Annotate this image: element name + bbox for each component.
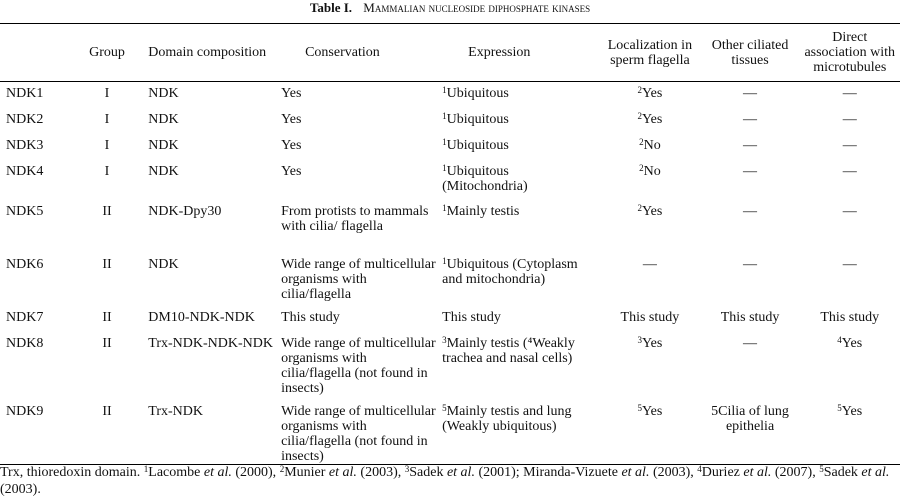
cell-group [76, 134, 139, 160]
ndk-table [0, 23, 900, 465]
cell-expression-text: This study [442, 309, 501, 325]
cell-other-tissues-text: — [743, 137, 758, 153]
cell-domain [138, 306, 279, 332]
cell-domain-text: Trx-NDK [148, 403, 204, 419]
reference-year: (2007), [771, 465, 820, 480]
cell-other-tissues [701, 160, 800, 200]
cell-localization [599, 134, 700, 160]
cell-domain-text: NDK [148, 137, 179, 153]
cell-expression [440, 400, 599, 465]
cell-direct-association [799, 108, 900, 134]
cell-conservation [279, 160, 440, 200]
cell-other-tissues [701, 332, 800, 400]
cell-localization [599, 160, 700, 200]
cell-direct-association-text: — [842, 137, 857, 153]
cell-direct-association [799, 306, 900, 332]
cell-domain-text: DM10-NDK-NDK [148, 309, 255, 325]
cell-other-tissues [701, 108, 800, 134]
table-row [0, 82, 900, 108]
cell-domain-text: Trx-NDK-NDK-NDK [148, 335, 273, 351]
cell-domain [138, 253, 279, 306]
cell-conservation [279, 306, 440, 332]
reference-superscript: 5 [637, 402, 642, 413]
header-group: Group [89, 45, 125, 60]
reference-superscript: 2 [639, 136, 644, 147]
cell-localization [599, 82, 700, 108]
cell-expression [440, 134, 599, 160]
reference-year: (2003), [649, 465, 698, 480]
cell-expression-text: Ubiquitous (Mitochondria) [442, 163, 528, 194]
cell-name-text: NDK8 [6, 335, 44, 351]
cell-direct-association-text: — [842, 163, 857, 179]
table-row [0, 160, 900, 200]
cell-localization [599, 332, 700, 400]
cell-conservation-text: Yes [281, 137, 302, 153]
cell-expression-text: Ubiquitous (Cytoplasm and mitochondria) [442, 256, 578, 287]
cell-direct-association [799, 82, 900, 108]
cell-conservation-text: This study [281, 309, 340, 325]
reference-author: Sadek [823, 465, 862, 480]
reference-author: Lacombe [148, 465, 204, 480]
reference-year: (2001); [474, 465, 524, 480]
reference-superscript: 1 [442, 162, 447, 173]
reference-superscript: 3 [404, 464, 410, 474]
cell-localization-text: Yes [641, 203, 663, 219]
reference-superscript: 2 [639, 162, 644, 173]
cell-group-text: II [102, 203, 112, 219]
cell-domain-text: NDK [148, 111, 179, 127]
table-row [0, 332, 900, 400]
cell-domain-text: NDK [148, 86, 179, 101]
table-body [0, 82, 900, 465]
reference-year: (2003). [0, 482, 41, 497]
cell-expression-text: Ubiquitous [446, 86, 509, 101]
cell-conservation-text: Yes [281, 111, 302, 127]
cell-conservation-text: Yes [281, 163, 302, 179]
cell-group-text: I [104, 137, 110, 153]
cell-expression [440, 306, 599, 332]
cell-direct-association [799, 400, 900, 465]
table-caption [0, 0, 900, 16]
cell-domain-text: NDK [148, 163, 179, 179]
cell-group-text: I [104, 163, 110, 179]
cell-localization-text: Yes [641, 403, 663, 419]
footnote-intro: Trx, thioredoxin domain. [0, 465, 144, 480]
cell-group [76, 332, 139, 400]
reference-superscript: 5 [819, 464, 824, 474]
cell-expression [440, 200, 599, 253]
reference-etal: et al. [203, 465, 232, 480]
cell-localization [599, 400, 700, 465]
cell-expression-text: Ubiquitous [446, 137, 509, 153]
cell-other-tissues [701, 400, 800, 465]
cell-other-tissues-text: — [743, 111, 758, 127]
cell-group [76, 253, 139, 306]
table-row [0, 306, 900, 332]
cell-conservation [279, 400, 440, 465]
cell-conservation-text: From protists to mammals with cilia/ flagella [281, 203, 429, 234]
cell-other-tissues-text: — [743, 86, 758, 101]
reference-superscript: 2 [637, 85, 642, 95]
cell-name-text: NDK3 [6, 137, 44, 153]
cell-name [0, 82, 76, 108]
cell-other-tissues-text: 5Cilia of lung epithelia [711, 403, 789, 434]
reference-superscript: 1 [442, 202, 447, 213]
cell-name [0, 400, 76, 465]
cell-expression-text: Ubiquitous [446, 111, 509, 127]
table-row [0, 200, 900, 253]
reference-superscript: 1 [143, 464, 149, 474]
table-number: Table I. [309, 0, 353, 15]
cell-group [76, 400, 139, 465]
cell-direct-association [799, 160, 900, 200]
cell-direct-association-text: Yes [841, 403, 863, 419]
header-other-tissues: Other ciliated tissues [711, 37, 789, 68]
header-expression: Expression [468, 45, 531, 60]
cell-other-tissues-text: — [743, 256, 758, 272]
reference-author: Munier [284, 465, 329, 480]
cell-name [0, 306, 76, 332]
reference-superscript: 2 [637, 110, 642, 121]
cell-domain [138, 200, 279, 253]
reference-superscript: 2 [279, 464, 285, 474]
cell-direct-association [799, 200, 900, 253]
cell-localization-text: This study [620, 309, 680, 325]
cell-localization [599, 200, 700, 253]
cell-name [0, 332, 76, 400]
cell-direct-association-text: — [842, 256, 857, 272]
cell-conservation-text: Wide range of multicellular organisms with cilia/flagella (not found in insects) [281, 403, 436, 464]
cell-group-text: I [104, 111, 110, 127]
cell-group [76, 82, 139, 108]
cell-direct-association-text: — [842, 203, 857, 219]
reference-author: Duriez [701, 465, 744, 480]
cell-domain [138, 160, 279, 200]
cell-other-tissues-text: This study [720, 309, 780, 325]
cell-name-text: NDK9 [6, 403, 44, 419]
cell-name-text: NDK1 [6, 86, 44, 101]
reference-superscript: 1 [442, 136, 447, 147]
reference-etal: et al. [446, 465, 475, 480]
table-row [0, 253, 900, 306]
reference-superscript: 4 [697, 464, 702, 474]
cell-direct-association-text: — [842, 86, 857, 101]
reference-superscript: 5 [837, 402, 842, 413]
cell-direct-association [799, 253, 900, 306]
cell-name-text: NDK5 [6, 203, 44, 219]
cell-localization-text: Yes [641, 111, 663, 127]
cell-group [76, 108, 139, 134]
reference-author: Miranda-Vizuete [523, 465, 622, 480]
reference-superscript: 5 [442, 402, 447, 413]
cell-other-tissues-text: — [743, 163, 758, 179]
cell-localization-text: Yes [641, 335, 663, 351]
cell-localization [599, 253, 700, 306]
header-ndk [0, 24, 76, 82]
cell-direct-association-text: This study [820, 309, 880, 325]
cell-name [0, 253, 76, 306]
cell-expression [440, 160, 599, 200]
table-row [0, 108, 900, 134]
cell-direct-association-text: — [842, 111, 857, 127]
cell-group [76, 160, 139, 200]
table-title: Mammalian nucleoside diphosphate kinases [363, 0, 591, 15]
cell-group [76, 200, 139, 253]
reference-etal: et al. [621, 465, 650, 480]
cell-localization-text: No [643, 163, 661, 179]
reference-etal: et al. [861, 465, 890, 480]
cell-conservation-text: Wide range of multicellular organisms with cilia/flagella (not found in insects) [281, 335, 436, 396]
cell-other-tissues [701, 200, 800, 253]
cell-group-text: II [102, 403, 112, 419]
cell-other-tissues [701, 134, 800, 160]
reference-etal: et al. [743, 465, 772, 480]
cell-expression [440, 253, 599, 306]
cell-expression-text: Mainly testis [446, 203, 520, 219]
header-domain: Domain composition [148, 45, 267, 60]
cell-domain [138, 82, 279, 108]
cell-group [76, 306, 139, 332]
cell-domain-text: NDK-Dpy30 [148, 203, 222, 219]
cell-name-text: NDK7 [6, 309, 44, 325]
cell-other-tissues [701, 253, 800, 306]
cell-group-text: II [102, 335, 112, 351]
cell-name-text: NDK6 [6, 256, 44, 272]
reference-superscript: 3 [637, 334, 642, 345]
reference-superscript: 4 [837, 334, 842, 345]
cell-localization [599, 306, 700, 332]
cell-name [0, 160, 76, 200]
cell-domain [138, 108, 279, 134]
cell-group-text: II [102, 309, 112, 325]
cell-conservation [279, 253, 440, 306]
cell-other-tissues [701, 82, 800, 108]
cell-domain [138, 400, 279, 465]
cell-name-text: NDK4 [6, 163, 44, 179]
cell-other-tissues [701, 306, 800, 332]
cell-domain [138, 134, 279, 160]
cell-name [0, 108, 76, 134]
reference-etal: et al. [328, 465, 357, 480]
cell-other-tissues-text: — [743, 335, 758, 351]
cell-name-text: NDK2 [6, 111, 44, 127]
header-direct-association: Direct association with microtubules [804, 30, 896, 75]
cell-name [0, 134, 76, 160]
table-row [0, 134, 900, 160]
table-footnote [0, 464, 900, 498]
reference-year: (2000), [231, 465, 280, 480]
cell-localization-text: Yes [641, 86, 663, 101]
cell-group-text: II [102, 256, 112, 272]
cell-conservation [279, 200, 440, 253]
cell-conservation [279, 332, 440, 400]
cell-name [0, 200, 76, 253]
cell-group-text: I [104, 86, 110, 101]
header-conservation: Conservation [305, 45, 380, 60]
cell-conservation-text: Yes [281, 86, 302, 101]
header-localization: Localization in sperm flagella [607, 37, 693, 68]
cell-expression [440, 108, 599, 134]
cell-conservation-text: Wide range of multicellular organisms with cilia/flagella [281, 256, 436, 302]
reference-superscript: 2 [637, 202, 642, 213]
cell-direct-association [799, 134, 900, 160]
cell-localization-text: No [643, 137, 661, 153]
cell-direct-association [799, 332, 900, 400]
cell-other-tissues-text: — [743, 203, 758, 219]
reference-superscript: 1 [442, 255, 447, 266]
reference-year: (2003), [356, 465, 405, 480]
cell-expression [440, 332, 599, 400]
cell-localization [599, 108, 700, 134]
reference-author: Sadek [409, 465, 447, 480]
cell-expression-text: Mainly testis (⁴Weakly trachea and nasal cells) [442, 335, 575, 366]
reference-superscript: 1 [442, 85, 447, 95]
cell-localization-text: — [642, 256, 657, 272]
table-row [0, 400, 900, 465]
reference-superscript: 1 [442, 110, 447, 121]
cell-conservation [279, 82, 440, 108]
cell-direct-association-text: Yes [841, 335, 863, 351]
reference-superscript: 3 [442, 334, 447, 345]
header-row [0, 24, 900, 82]
cell-expression-text: Mainly testis and lung (Weakly ubiquitous) [442, 403, 572, 434]
cell-domain [138, 332, 279, 400]
cell-conservation [279, 108, 440, 134]
cell-expression [440, 82, 599, 108]
cell-conservation [279, 134, 440, 160]
cell-domain-text: NDK [148, 256, 179, 272]
